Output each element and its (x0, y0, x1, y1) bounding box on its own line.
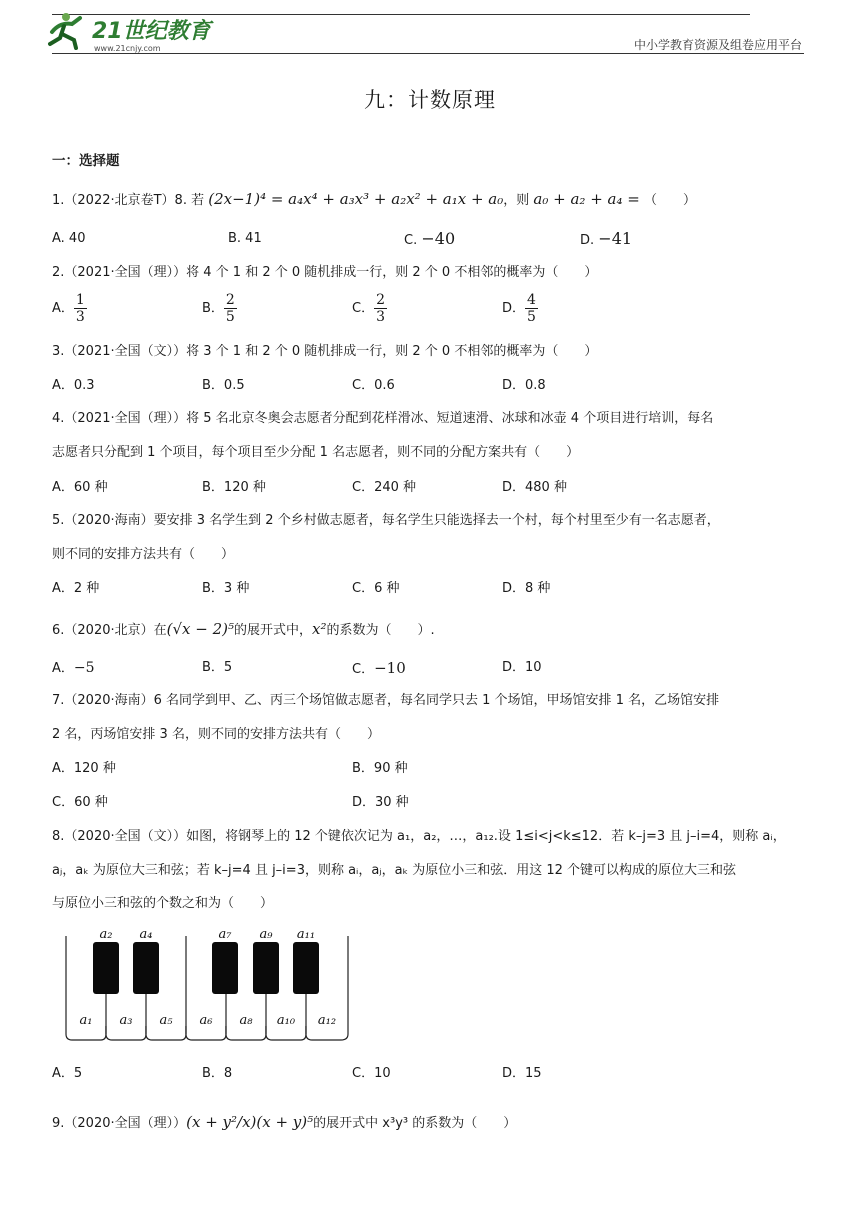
black-key-a7 (212, 942, 238, 994)
q1-mid: ，则 (503, 193, 530, 208)
label-a3: a₃ (119, 1013, 133, 1028)
q3-option-c[interactable]: C．0.6 (352, 378, 395, 393)
q5-option-d[interactable]: D．8 种 (502, 581, 551, 596)
fraction-denominator: 3 (75, 309, 85, 325)
q6-option-a-label: A． (52, 661, 74, 676)
white-key-1 (66, 1026, 106, 1040)
logo-url: www.21cnjy.com (94, 44, 161, 53)
q1-prefix: 1.（2022·北京卷T）8. 若 (52, 193, 205, 208)
q4-option-b[interactable]: B．120 种 (202, 480, 266, 495)
question-1 (52, 190, 696, 210)
q3-option-d[interactable]: D．0.8 (502, 378, 546, 393)
q5-option-c[interactable]: C．6 种 (352, 581, 400, 596)
q2-option-b-fraction (224, 292, 237, 325)
question-9 (52, 1113, 516, 1133)
black-key-a4 (133, 942, 159, 994)
page-title: 九：计数原理 (364, 88, 496, 112)
q8-option-d[interactable]: D．15 (502, 1066, 542, 1081)
q2-option-c[interactable] (352, 292, 387, 325)
label-a9: a₉ (259, 927, 273, 942)
section-heading: 一：选择题 (52, 153, 120, 169)
q1-option-d[interactable] (580, 230, 632, 250)
white-key-7 (306, 1026, 348, 1040)
q2-option-a-fraction (74, 292, 87, 325)
question-3: 3.（2021·全国（文））将 3 个 1 和 2 个 0 随机排成一行，则 2 个 0 不相邻的概率为（ ） (52, 344, 598, 359)
fraction-denominator: 3 (376, 309, 385, 325)
fraction-denominator: 5 (527, 309, 536, 325)
q1-expression: (2x−1)⁴ = a₄x⁴ + a₃x³ + a₂x² + a₁x + a₀ (208, 190, 504, 208)
question-4-line-2: 志愿者只分配到 1 个项目，每个项目至少分配 1 名志愿者，则不同的分配方案共有（ ） (52, 445, 580, 460)
q1-option-d-label: D. (580, 233, 595, 248)
q6-suffix: 的系数为（ ）. (326, 623, 435, 638)
question-5-line-2: 则不同的安排方法共有（ ） (52, 547, 235, 562)
fraction-numerator: 2 (376, 292, 385, 308)
q1-option-a[interactable]: A. 40 (52, 231, 86, 246)
logo-text: 21世纪教育 (92, 19, 211, 44)
q9-expression: (x + y²/x)(x + y)⁵ (186, 1113, 314, 1131)
fraction-numerator: 4 (527, 292, 536, 308)
q6-option-a-value: −5 (73, 660, 95, 676)
white-key-5 (226, 1026, 266, 1040)
q2-option-d[interactable] (502, 292, 538, 325)
header-tagline: 中小学教育资源及组卷应用平台 (633, 38, 802, 52)
q2-option-b-label: B． (202, 301, 224, 316)
q1-option-b[interactable]: B. 41 (228, 231, 262, 246)
label-a5: a₅ (159, 1013, 173, 1028)
black-key-a2 (93, 942, 119, 994)
q2-option-d-label: D． (502, 301, 526, 316)
q6-option-c[interactable] (352, 659, 406, 679)
fraction-numerator: 2 (225, 292, 235, 308)
q3-option-b[interactable]: B．0.5 (202, 378, 245, 393)
q8-option-a[interactable]: A．5 (52, 1066, 83, 1081)
q4-option-d[interactable]: D．480 种 (502, 480, 567, 495)
q5-option-a[interactable]: A．2 种 (52, 581, 100, 596)
white-key-6 (266, 1026, 306, 1040)
white-key-4 (186, 1026, 226, 1040)
label-a8: a₈ (239, 1013, 253, 1028)
question-8-line-2: aⱼ，aₖ 为原位大三和弦；若 k–j=4 且 j–i=3，则称 aᵢ，aⱼ，aₖ 为原位小三和弦．用这 12 个键可以构成的原位大三和弦 (52, 863, 737, 878)
question-6 (52, 620, 435, 640)
label-a11: a₁₁ (296, 927, 316, 942)
black-key-a11 (293, 942, 319, 994)
question-5-line-1: 5.（2020·海南）要安排 3 名学生到 2 个乡村做志愿者，每名学生只能选择去一个村，每个村里至少有一名志愿者， (52, 513, 720, 528)
question-2: 2.（2021·全国（理））将 4 个 1 和 2 个 0 随机排成一行，则 2 个 0 不相邻的概率为（ ） (52, 265, 598, 280)
q7-option-a[interactable]: A．120 种 (52, 761, 116, 776)
q7-option-d[interactable]: D．30 种 (352, 795, 409, 810)
q6-option-b[interactable]: B．5 (202, 660, 233, 675)
q8-option-b[interactable]: B．8 (202, 1066, 233, 1081)
q3-option-a[interactable]: A．0.3 (52, 378, 95, 393)
label-a6: a₆ (199, 1013, 213, 1028)
q2-option-a-label: A． (52, 301, 74, 316)
q7-option-c[interactable]: C．60 种 (52, 795, 108, 810)
q6-mid: 的展开式中， (234, 623, 313, 638)
label-a12: a₁₂ (317, 1013, 337, 1028)
q9-prefix: 9.（2020·全国（理）） (52, 1116, 187, 1131)
label-a10: a₁₀ (276, 1013, 296, 1028)
header-bottom-rule (52, 53, 804, 54)
question-4-line-1: 4.（2021·全国（理））将 5 名北京冬奥会志愿者分配到花样滑冰、短道速滑、冰球和冰壶 4 个项目进行培训，每名 (52, 411, 714, 426)
q6-expression: (√x − 2)⁵ (166, 620, 235, 638)
question-8-line-1: 8.（2020·全国（文））如图，将钢琴上的 12 个键依次记为 a₁，a₂，…，a₁₂.设 1≤i<j<k≤12．若 k–j=3 且 j–i=4，则称 aᵢ， (52, 829, 786, 844)
q6-option-a[interactable] (52, 659, 95, 678)
site-logo (46, 10, 216, 54)
q9-suffix: 的展开式中 x³y³ 的系数为（ ） (313, 1116, 517, 1131)
q1-suffix: （ ） (643, 193, 696, 208)
q1-option-c-value: −40 (421, 229, 456, 248)
q8-option-c[interactable]: C．10 (352, 1066, 391, 1081)
label-a7: a₇ (218, 927, 232, 942)
q2-option-a[interactable] (52, 292, 87, 325)
q6-option-d[interactable]: D．10 (502, 660, 542, 675)
white-key-2 (106, 1026, 146, 1040)
q1-option-c[interactable] (404, 230, 455, 250)
page-header (0, 0, 860, 60)
fraction-denominator: 5 (225, 309, 235, 325)
label-a2: a₂ (99, 927, 113, 942)
q2-option-c-label: C． (352, 301, 375, 316)
fraction-numerator: 1 (75, 292, 85, 308)
question-8-line-3: 与原位小三和弦的个数之和为（ ） (52, 896, 274, 911)
runner-icon (50, 13, 80, 48)
q2-option-b[interactable] (202, 292, 237, 325)
white-key-3 (146, 1026, 186, 1040)
q2-option-d-fraction (525, 292, 538, 325)
q7-option-b[interactable]: B．90 种 (352, 761, 408, 776)
q1-option-d-value: −41 (598, 229, 633, 248)
q2-option-c-fraction (374, 292, 387, 325)
q4-option-a[interactable]: A．60 种 (52, 480, 108, 495)
q5-option-b[interactable]: B．3 种 (202, 581, 250, 596)
label-a1: a₁ (79, 1013, 93, 1028)
q6-prefix: 6.（2020·北京）在 (52, 623, 167, 638)
q6-expression-2: x² (312, 620, 327, 638)
q1-option-c-label: C. (404, 233, 418, 248)
q6-option-c-label: C． (352, 662, 375, 677)
label-a4: a₄ (139, 927, 153, 942)
piano-keyboard-figure (64, 926, 350, 1044)
q6-option-c-value: −10 (374, 659, 406, 677)
question-7-line-1: 7.（2020·海南）6 名同学到甲、乙、丙三个场馆做志愿者，每名同学只去 1 个场馆，甲场馆安排 1 名，乙场馆安排 (52, 693, 720, 708)
q4-option-c[interactable]: C．240 种 (352, 480, 417, 495)
question-7-line-2: 2 名，丙场馆安排 3 名，则不同的安排方法共有（ ） (52, 727, 380, 742)
black-key-a9 (253, 942, 279, 994)
q1-expression-2: a₀ + a₂ + a₄ = (533, 190, 640, 208)
